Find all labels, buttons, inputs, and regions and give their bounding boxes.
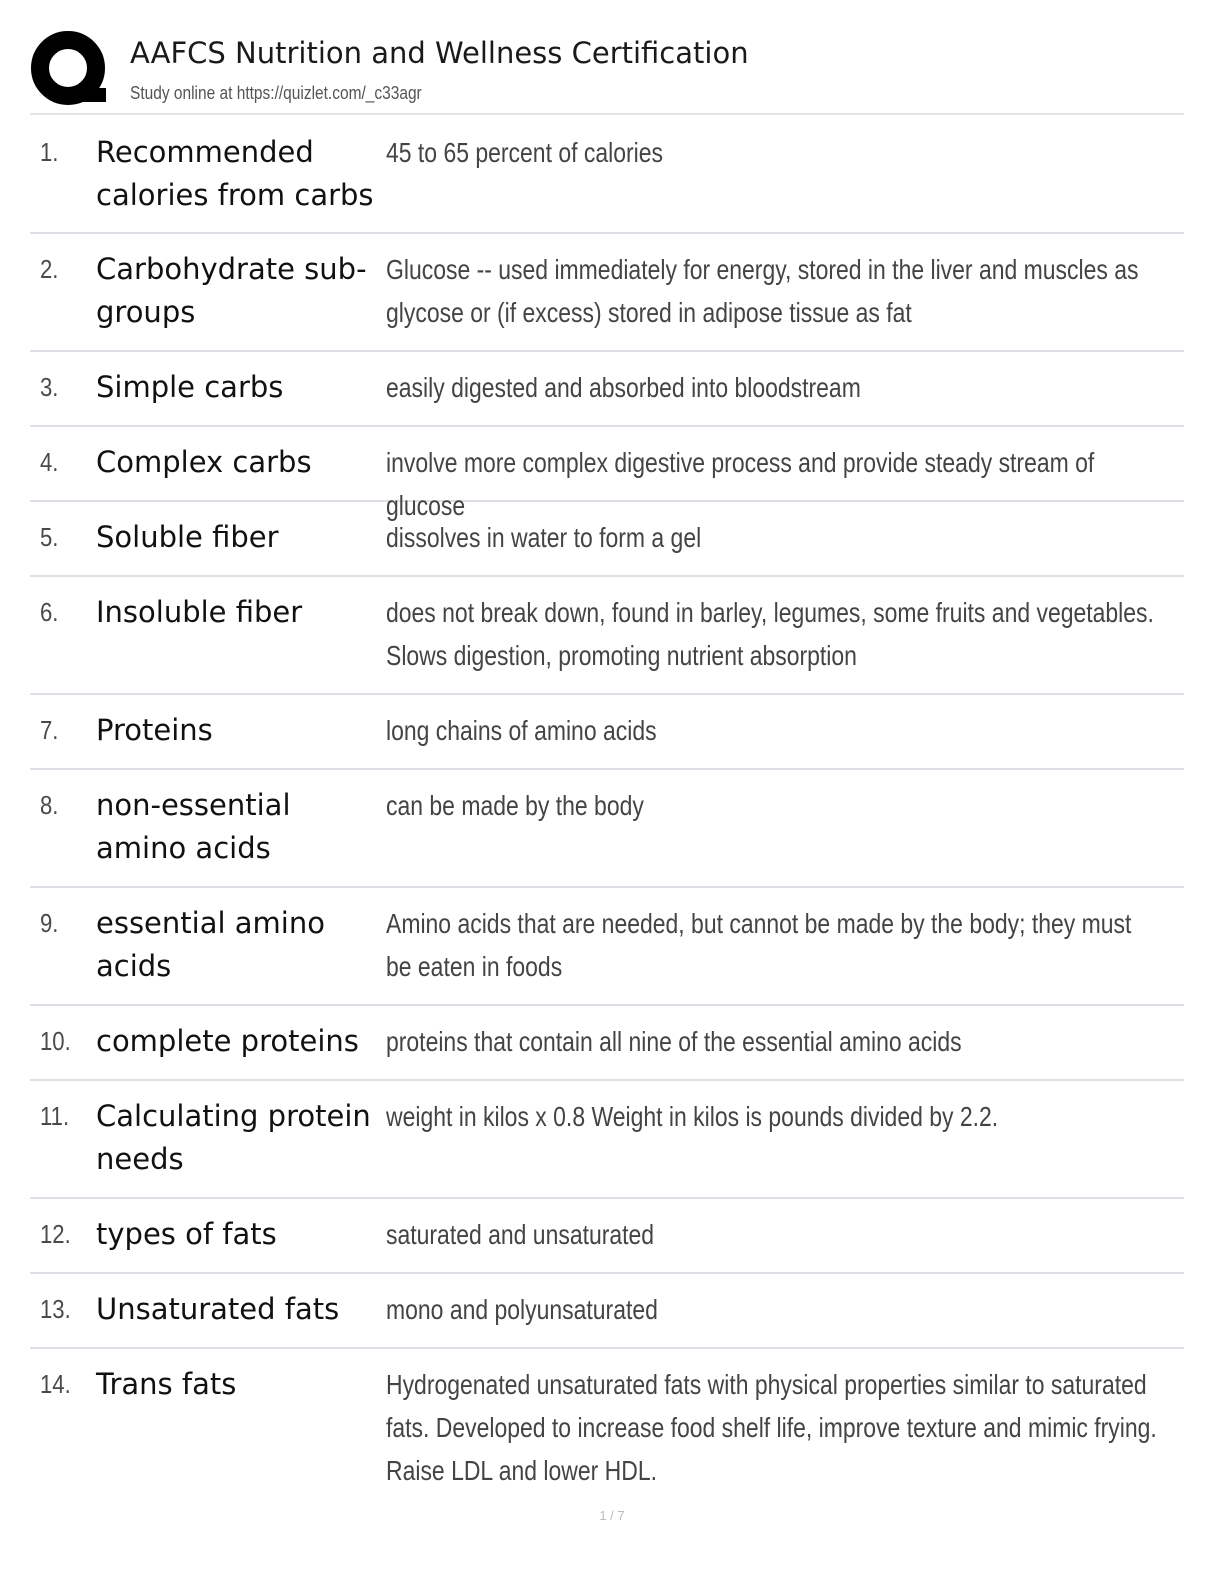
card-term: Complex carbs xyxy=(96,445,312,479)
card-term: complete proteins xyxy=(96,1024,359,1058)
flashcard-row xyxy=(30,1349,1184,1509)
page-indicator: 1 / 7 xyxy=(599,1508,625,1523)
document-title: AAFCS Nutrition and Wellness Certification xyxy=(130,36,749,70)
card-term: Trans fats xyxy=(96,1367,237,1401)
card-definition: long chains of amino acids xyxy=(386,715,657,746)
card-term: essential amino acids xyxy=(96,906,325,983)
card-definition: mono and polyunsaturated xyxy=(386,1294,658,1325)
card-definition: proteins that contain all nine of the essential amino acids xyxy=(386,1026,962,1057)
card-number: 9. xyxy=(40,908,59,938)
card-definition: Glucose -- used immediately for energy, stored in the liver and muscles as glycose or (if excess) stored in adipose tissue as fat xyxy=(386,254,1139,328)
card-number: 5. xyxy=(40,522,59,552)
card-definition: can be made by the body xyxy=(386,790,644,821)
card-number: 1. xyxy=(40,137,59,167)
card-definition: involve more complex digestive process and provide steady stream of glucose xyxy=(386,447,1095,521)
quizlet-q-logo-icon xyxy=(30,30,110,110)
flashcard-list xyxy=(30,117,1184,1509)
card-number: 6. xyxy=(40,597,59,627)
flashcard-row xyxy=(30,695,1184,770)
card-term: non-essential amino acids xyxy=(96,788,291,865)
card-number: 11. xyxy=(40,1101,70,1131)
flashcard-row xyxy=(30,1199,1184,1274)
card-definition: does not break down, found in barley, legumes, some fruits and vegetables. Slows digestion, promoting nutrient absorption xyxy=(386,597,1154,671)
card-term: Simple carbs xyxy=(96,370,284,404)
card-term: Carbohydrate sub-groups xyxy=(96,252,367,329)
flashcard-row xyxy=(30,770,1184,888)
flashcard-row xyxy=(30,502,1184,577)
card-number: 14. xyxy=(40,1369,71,1399)
flashcard-row xyxy=(30,1274,1184,1349)
card-number: 2. xyxy=(40,254,59,284)
flashcard-row xyxy=(30,577,1184,695)
flashcard-row xyxy=(30,1006,1184,1081)
card-definition: 45 to 65 percent of calories xyxy=(386,137,663,168)
card-number: 4. xyxy=(40,447,59,477)
card-term: Recommended calories from carbs xyxy=(96,135,374,212)
card-definition: Hydrogenated unsaturated fats with physical properties similar to saturated fats. Developed to increase food shelf life, improve texture and mimic frying. Raise LDL and lower HDL. xyxy=(386,1369,1157,1486)
flashcard-row xyxy=(30,117,1184,234)
card-term: types of fats xyxy=(96,1217,277,1251)
flashcard-row xyxy=(30,352,1184,427)
card-number: 13. xyxy=(40,1294,71,1324)
card-term: Proteins xyxy=(96,713,213,747)
card-definition: saturated and unsaturated xyxy=(386,1219,655,1250)
flashcard-row xyxy=(30,427,1184,521)
card-term: Insoluble fiber xyxy=(96,595,303,629)
card-definition: dissolves in water to form a gel xyxy=(386,522,702,553)
flashcard-row xyxy=(30,1081,1184,1199)
card-term: Soluble fiber xyxy=(96,520,279,554)
card-number: 12. xyxy=(40,1219,71,1249)
card-number: 7. xyxy=(40,715,59,745)
card-definition: Amino acids that are needed, but cannot be made by the body; they must be eaten in foods xyxy=(386,908,1132,982)
flashcard-row xyxy=(30,888,1184,1006)
study-online-link-text: Study online at https://quizlet.com/_c33agr xyxy=(130,83,422,103)
card-number: 3. xyxy=(40,372,59,402)
card-definition: weight in kilos x 0.8 Weight in kilos is pounds divided by 2.2. xyxy=(386,1101,999,1132)
card-number: 8. xyxy=(40,790,59,820)
card-definition: easily digested and absorbed into bloodstream xyxy=(386,372,861,403)
header-divider xyxy=(30,113,1184,115)
flashcard-row xyxy=(30,234,1184,352)
card-term: Calculating protein needs xyxy=(96,1099,371,1176)
card-term: Unsaturated fats xyxy=(96,1292,340,1326)
card-number: 10. xyxy=(40,1026,71,1056)
document-header xyxy=(30,30,1190,112)
